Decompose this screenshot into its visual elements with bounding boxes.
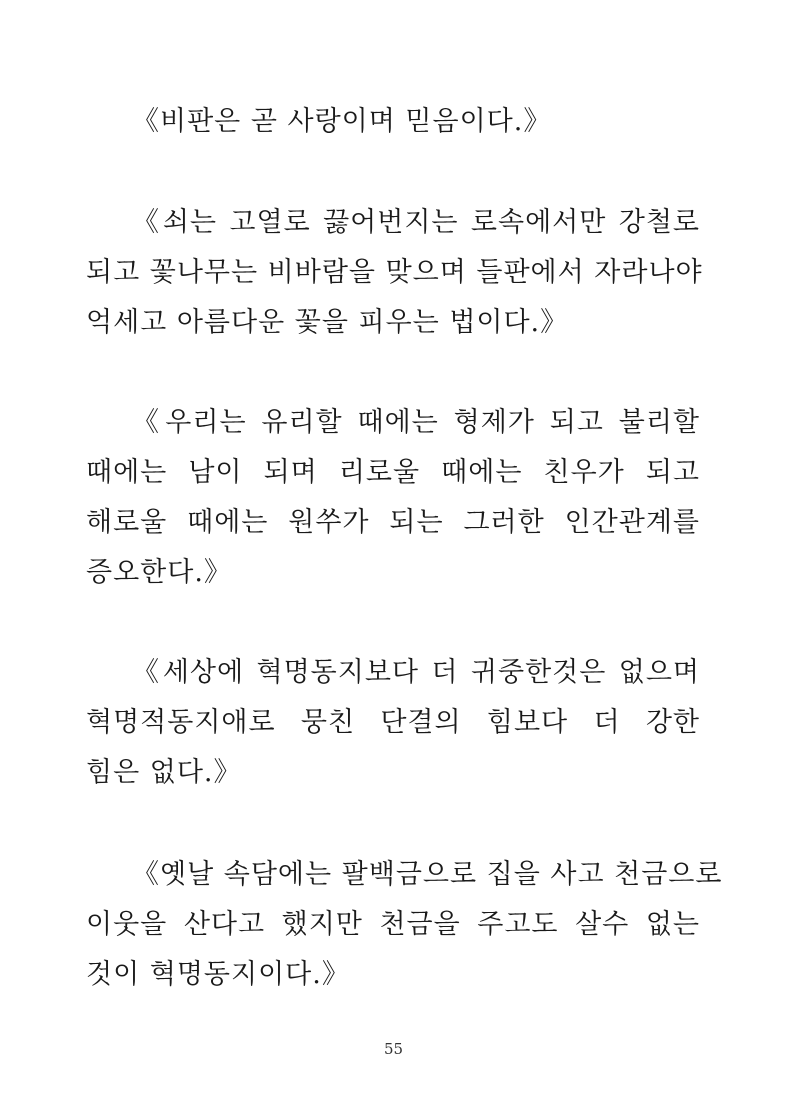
quote-paragraph-2 <box>86 198 703 348</box>
paragraph-line: 이웃을 산다고 했지만 천금을 주고도 살수 없는 <box>86 909 700 940</box>
paragraph-line: 해로울 때에는 원쑤가 되는 그러한 인간관계를 <box>86 507 700 538</box>
paragraph-line: 힘은 없다.》 <box>86 757 242 788</box>
paragraph-line: 억세고 아름다운 꽃을 피우는 법이다.》 <box>86 307 569 338</box>
paragraph-line: 《쇠는 고열로 끓어번지는 로속에서만 강철로 <box>132 207 700 238</box>
page-number: 55 <box>383 1040 404 1058</box>
paragraph-line: 때에는 남이 되며 리로울 때에는 친우가 되고 <box>86 457 700 488</box>
quote-paragraph-4 <box>86 648 700 798</box>
quote-paragraph-5 <box>86 850 723 1000</box>
paragraph-line: 《비판은 곧 사랑이며 믿음이다.》 <box>132 106 552 137</box>
paragraph-line: 《우리는 유리할 때에는 형제가 되고 불리할 <box>132 407 700 438</box>
paragraph-line: 혁명적동지애로 뭉친 단결의 힘보다 더 강한 <box>86 707 700 738</box>
paragraph-line: 《세상에 혁명동지보다 더 귀중한것은 없으며 <box>132 657 700 688</box>
paragraph-line: 것이 혁명동지이다.》 <box>86 959 350 990</box>
quote-paragraph-1 <box>86 97 700 147</box>
paragraph-line: 증오한다.》 <box>86 557 232 588</box>
paragraph-line: 《옛날 속담에는 팔백금으로 집을 사고 천금으로 <box>132 859 723 890</box>
paragraph-line: 되고 꽃나무는 비바람을 맞으며 들판에서 자라나야 <box>86 257 703 288</box>
quote-paragraph-3 <box>86 398 700 598</box>
